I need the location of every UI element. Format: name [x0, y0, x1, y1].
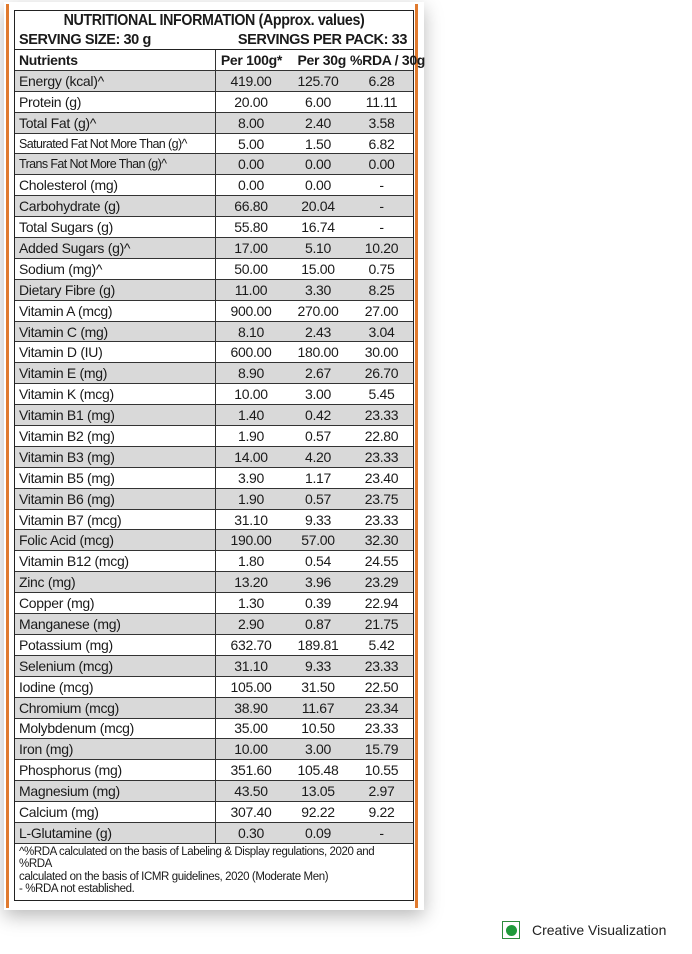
nutrient-name: Zinc (mg) — [15, 572, 216, 593]
footnote — [15, 844, 413, 900]
table-row — [15, 739, 413, 760]
table-row — [15, 509, 413, 530]
footnote-line: calculated on the basis of ICMR guidelines, 2020 (Moderate Men) — [19, 870, 329, 883]
nutrient-name: Calcium (mg) — [15, 802, 216, 823]
table-row — [15, 760, 413, 781]
table-row — [15, 70, 413, 91]
label-title: NUTRITIONAL INFORMATION (Approx. values) — [63, 12, 365, 29]
per-100g-value: 8.90 — [216, 363, 287, 384]
rda-value: 24.55 — [350, 551, 413, 572]
nutrient-name: Total Fat (g)^ — [15, 112, 216, 133]
table-row — [15, 446, 413, 467]
per-100g-value: 13.20 — [216, 572, 287, 593]
nutrition-label — [14, 10, 426, 901]
rda-value: 23.33 — [350, 446, 413, 467]
per-100g-value: 11.00 — [216, 279, 287, 300]
nutrient-name: L-Glutamine (g) — [15, 822, 216, 843]
rda-value: 23.29 — [350, 572, 413, 593]
table-row — [15, 279, 413, 300]
rda-value: 23.33 — [350, 655, 413, 676]
per-100g-value: 8.10 — [216, 321, 287, 342]
table-row — [15, 342, 413, 363]
per-100g-value: 43.50 — [216, 781, 287, 802]
table-row — [15, 822, 413, 843]
nutrition-table — [15, 50, 426, 844]
table-row — [15, 802, 413, 823]
nutrient-name: Cholesterol (mg) — [15, 175, 216, 196]
rda-value: 6.82 — [350, 133, 413, 154]
rda-value: 22.50 — [350, 676, 413, 697]
per-30g-value: 270.00 — [286, 300, 350, 321]
per-30g-value: 57.00 — [286, 530, 350, 551]
nutrient-name: Vitamin B1 (mg) — [15, 405, 216, 426]
table-row — [15, 154, 413, 175]
rda-value: 8.25 — [350, 279, 413, 300]
nutrient-name: Trans Fat Not More Than (g)^ — [15, 154, 216, 175]
table-row — [15, 634, 413, 655]
nutrient-name: Total Sugars (g) — [15, 217, 216, 238]
table-row — [15, 217, 413, 238]
rda-value: 22.80 — [350, 426, 413, 447]
per-100g-value: 35.00 — [216, 718, 287, 739]
nutrient-name: Vitamin B12 (mcg) — [15, 551, 216, 572]
legend-label: Creative Visualization — [532, 922, 667, 938]
table-row — [15, 238, 413, 259]
nutrient-name: Saturated Fat Not More Than (g)^ — [15, 133, 216, 154]
header-per-30g: Per 30g — [286, 50, 350, 70]
rda-value: 5.42 — [350, 634, 413, 655]
footnote-line: ^%RDA calculated on the basis of Labeling & Display regulations, 2020 and %RDA — [19, 845, 375, 871]
nutrient-name: Molybdenum (mcg) — [15, 718, 216, 739]
per-100g-value: 600.00 — [216, 342, 287, 363]
table-row — [15, 572, 413, 593]
per-30g-value: 20.04 — [286, 196, 350, 217]
table-row — [15, 405, 413, 426]
rda-value: 3.58 — [350, 112, 413, 133]
header-nutrients: Nutrients — [15, 50, 216, 70]
rda-value: 5.45 — [350, 384, 413, 405]
rda-value: 6.28 — [350, 70, 413, 91]
nutrient-name: Added Sugars (g)^ — [15, 238, 216, 259]
nutrient-name: Vitamin B2 (mg) — [15, 426, 216, 447]
rda-value: 0.75 — [350, 258, 413, 279]
veg-dot-icon — [506, 925, 517, 936]
per-30g-value: 3.30 — [286, 279, 350, 300]
per-30g-value: 0.00 — [286, 175, 350, 196]
table-row — [15, 384, 413, 405]
table-row — [15, 614, 413, 635]
per-100g-value: 307.40 — [216, 802, 287, 823]
table-row — [15, 133, 413, 154]
per-30g-value: 0.54 — [286, 551, 350, 572]
nutrient-name: Vitamin B7 (mcg) — [15, 509, 216, 530]
nutrient-name: Potassium (mg) — [15, 634, 216, 655]
per-100g-value: 0.00 — [216, 175, 287, 196]
per-30g-value: 0.00 — [286, 154, 350, 175]
nutrient-name: Sodium (mg)^ — [15, 258, 216, 279]
header-rda: %RDA / 30g — [350, 50, 413, 70]
nutrient-name: Iodine (mcg) — [15, 676, 216, 697]
header-per-100g: Per 100g* — [216, 50, 287, 70]
nutrient-name: Copper (mg) — [15, 593, 216, 614]
rda-value: 23.33 — [350, 718, 413, 739]
nutrient-name: Dietary Fibre (g) — [15, 279, 216, 300]
per-30g-value: 5.10 — [286, 238, 350, 259]
per-30g-value: 0.09 — [286, 822, 350, 843]
table-row — [15, 196, 413, 217]
nutrient-name: Vitamin D (IU) — [15, 342, 216, 363]
per-30g-value: 2.67 — [286, 363, 350, 384]
per-100g-value: 14.00 — [216, 446, 287, 467]
nutrient-name: Protein (g) — [15, 91, 216, 112]
nutrient-name: Vitamin B5 (mg) — [15, 467, 216, 488]
per-100g-value: 1.90 — [216, 426, 287, 447]
nutrient-name: Vitamin E (mg) — [15, 363, 216, 384]
per-100g-value: 8.00 — [216, 112, 287, 133]
per-30g-value: 180.00 — [286, 342, 350, 363]
nutrient-name: Carbohydrate (g) — [15, 196, 216, 217]
per-30g-value: 9.33 — [286, 655, 350, 676]
table-row — [15, 321, 413, 342]
per-30g-value: 0.39 — [286, 593, 350, 614]
per-100g-value: 0.00 — [216, 154, 287, 175]
per-100g-value: 66.80 — [216, 196, 287, 217]
table-row — [15, 363, 413, 384]
per-30g-value: 6.00 — [286, 91, 350, 112]
per-30g-value: 1.17 — [286, 467, 350, 488]
per-30g-value: 13.05 — [286, 781, 350, 802]
per-100g-value: 20.00 — [216, 91, 287, 112]
table-row — [15, 426, 413, 447]
table-row — [15, 781, 413, 802]
per-100g-value: 0.30 — [216, 822, 287, 843]
per-30g-value: 31.50 — [286, 676, 350, 697]
rda-value: - — [350, 217, 413, 238]
per-30g-value: 0.57 — [286, 426, 350, 447]
rda-value: 27.00 — [350, 300, 413, 321]
per-30g-value: 3.00 — [286, 739, 350, 760]
rda-value: 21.75 — [350, 614, 413, 635]
table-row — [15, 551, 413, 572]
table-row — [15, 676, 413, 697]
per-100g-value: 1.40 — [216, 405, 287, 426]
per-100g-value: 5.00 — [216, 133, 287, 154]
per-100g-value: 1.90 — [216, 488, 287, 509]
rda-value: 3.04 — [350, 321, 413, 342]
per-30g-value: 9.33 — [286, 509, 350, 530]
rda-value: 26.70 — [350, 363, 413, 384]
per-100g-value: 31.10 — [216, 655, 287, 676]
servings-per-pack: SERVINGS PER PACK: 33 — [237, 32, 407, 48]
per-30g-value: 0.57 — [286, 488, 350, 509]
per-30g-value: 15.00 — [286, 258, 350, 279]
rda-value: - — [350, 175, 413, 196]
serving-info — [15, 31, 413, 50]
rda-value: 2.97 — [350, 781, 413, 802]
rda-value: 23.33 — [350, 509, 413, 530]
per-30g-value: 92.22 — [286, 802, 350, 823]
nutrient-name: Energy (kcal)^ — [15, 70, 216, 91]
per-30g-value: 3.96 — [286, 572, 350, 593]
nutrient-name: Chromium (mcg) — [15, 697, 216, 718]
rda-value: 22.94 — [350, 593, 413, 614]
per-30g-value: 3.00 — [286, 384, 350, 405]
per-30g-value: 10.50 — [286, 718, 350, 739]
table-row — [15, 258, 413, 279]
per-30g-value: 4.20 — [286, 446, 350, 467]
nutrient-name: Manganese (mg) — [15, 614, 216, 635]
nutrient-name: Vitamin C (mg) — [15, 321, 216, 342]
rda-value: 11.11 — [350, 91, 413, 112]
per-30g-value: 1.50 — [286, 133, 350, 154]
table-row — [15, 91, 413, 112]
nutrient-name: Magnesium (mg) — [15, 781, 216, 802]
per-100g-value: 50.00 — [216, 258, 287, 279]
veg-mark-icon — [502, 921, 520, 939]
per-30g-value: 2.43 — [286, 321, 350, 342]
per-100g-value: 10.00 — [216, 739, 287, 760]
per-100g-value: 900.00 — [216, 300, 287, 321]
nutrient-name: Folic Acid (mcg) — [15, 530, 216, 551]
per-100g-value: 10.00 — [216, 384, 287, 405]
nutrient-name: Vitamin B3 (mg) — [15, 446, 216, 467]
rda-value: - — [350, 822, 413, 843]
footnote-line: - %RDA not established. — [19, 883, 135, 896]
per-100g-value: 1.30 — [216, 593, 287, 614]
rda-value: 10.20 — [350, 238, 413, 259]
nutrient-name: Vitamin K (mcg) — [15, 384, 216, 405]
serving-size: SERVING SIZE: 30 g — [19, 32, 151, 48]
per-30g-value: 189.81 — [286, 634, 350, 655]
per-100g-value: 3.90 — [216, 467, 287, 488]
table-header-row — [15, 50, 413, 70]
nutrient-name: Phosphorus (mg) — [15, 760, 216, 781]
per-30g-value: 0.87 — [286, 614, 350, 635]
table-row — [15, 112, 413, 133]
nutrient-name: Vitamin A (mcg) — [15, 300, 216, 321]
per-100g-value: 17.00 — [216, 238, 287, 259]
per-100g-value: 55.80 — [216, 217, 287, 238]
rda-value: 23.34 — [350, 697, 413, 718]
rda-value: 15.79 — [350, 739, 413, 760]
rda-value: 0.00 — [350, 154, 413, 175]
per-100g-value: 419.00 — [216, 70, 287, 91]
per-100g-value: 31.10 — [216, 509, 287, 530]
rda-value: 10.55 — [350, 760, 413, 781]
table-row — [15, 718, 413, 739]
per-30g-value: 16.74 — [286, 217, 350, 238]
per-100g-value: 38.90 — [216, 697, 287, 718]
per-30g-value: 105.48 — [286, 760, 350, 781]
rda-value: 9.22 — [350, 802, 413, 823]
per-30g-value: 0.42 — [286, 405, 350, 426]
table-row — [15, 488, 413, 509]
per-100g-value: 105.00 — [216, 676, 287, 697]
table-row — [15, 697, 413, 718]
per-100g-value: 351.60 — [216, 760, 287, 781]
nutrient-name: Iron (mg) — [15, 739, 216, 760]
rda-value: 23.33 — [350, 405, 413, 426]
table-row — [15, 655, 413, 676]
per-100g-value: 2.90 — [216, 614, 287, 635]
table-row — [15, 467, 413, 488]
rda-value: 32.30 — [350, 530, 413, 551]
per-100g-value: 190.00 — [216, 530, 287, 551]
rda-value: 30.00 — [350, 342, 413, 363]
per-100g-value: 632.70 — [216, 634, 287, 655]
table-row — [15, 530, 413, 551]
rda-value: - — [350, 196, 413, 217]
per-30g-value: 2.40 — [286, 112, 350, 133]
rda-value: 23.75 — [350, 488, 413, 509]
per-100g-value: 1.80 — [216, 551, 287, 572]
table-row — [15, 593, 413, 614]
nutrient-name: Selenium (mcg) — [15, 655, 216, 676]
table-row — [15, 300, 413, 321]
nutrient-name: Vitamin B6 (mg) — [15, 488, 216, 509]
rda-value: 23.40 — [350, 467, 413, 488]
creative-visualization-badge — [502, 921, 666, 939]
per-30g-value: 11.67 — [286, 697, 350, 718]
per-30g-value: 125.70 — [286, 70, 350, 91]
table-row — [15, 175, 413, 196]
